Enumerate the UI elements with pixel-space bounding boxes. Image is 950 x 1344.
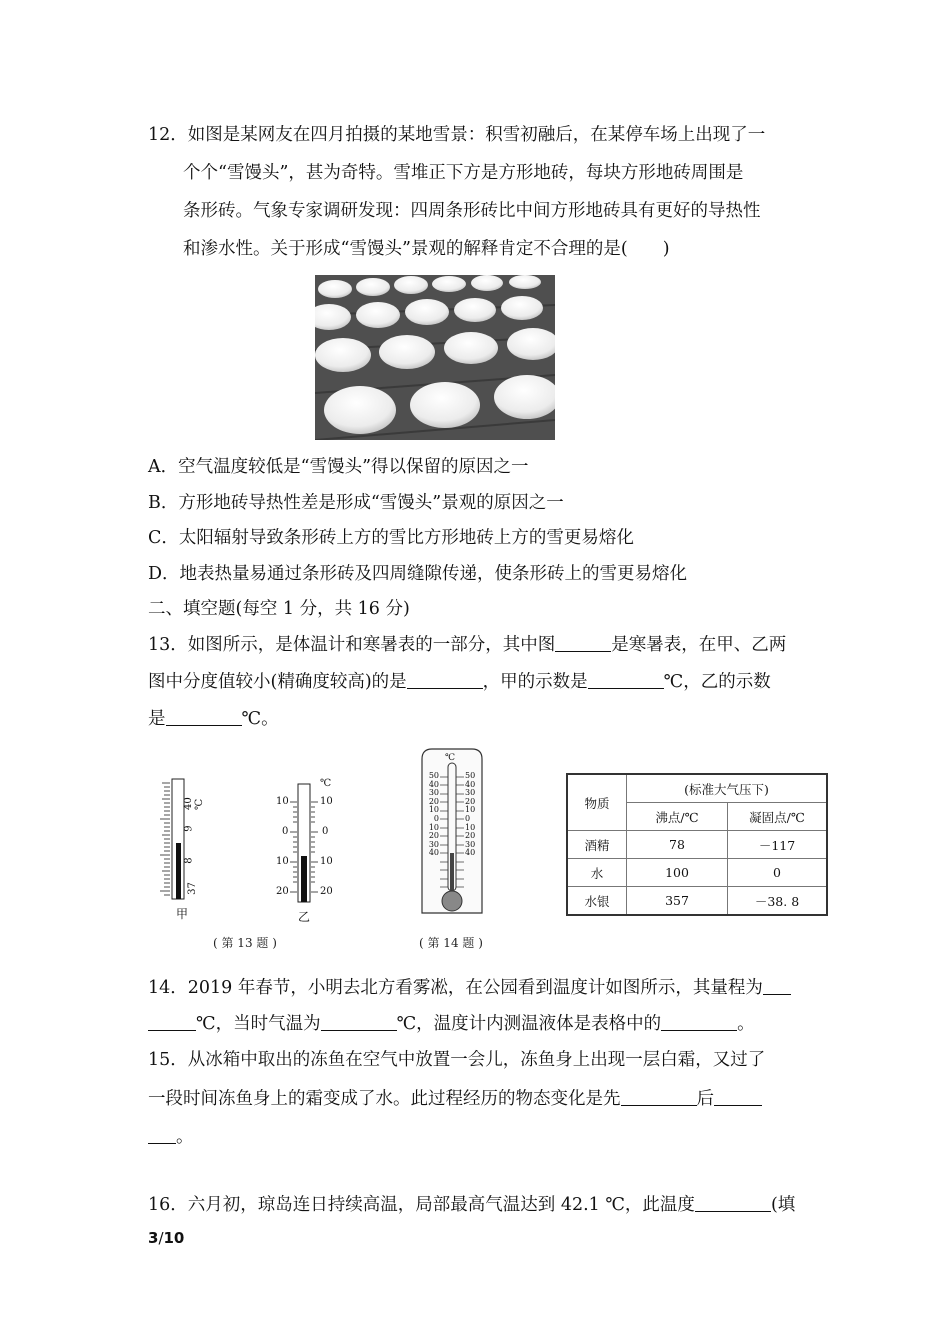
table-cell: 酒精 xyxy=(567,831,627,859)
table-cell: 0 xyxy=(728,859,828,887)
jia-scale-labels: 37 8 9 40 ℃ xyxy=(183,797,205,895)
q12-line-2: 个个“雪馒头”，甚为奇特。雪堆正下方是方形地砖，每块方形地砖周围是 xyxy=(183,163,744,183)
answer-blank[interactable] xyxy=(661,1012,737,1031)
q13-line-2: 图中分度值较小(精确度较高)的是 ，甲的示数是 ℃，乙的示数 xyxy=(148,672,771,692)
q12-option-a: A．空气温度较低是“雪馒头”得以保留的原因之一 xyxy=(148,457,529,477)
answer-blank[interactable] xyxy=(763,976,791,995)
yi-tick: 20 xyxy=(320,886,333,897)
answer-blank[interactable] xyxy=(588,670,664,689)
yi-unit: ℃ xyxy=(320,778,332,789)
thermometer-yi xyxy=(270,778,340,926)
table-header-condition: (标准大气压下) xyxy=(627,774,828,803)
yi-tick: 10 xyxy=(320,796,333,807)
q13-line-1: 13．如图所示，是体温计和寒暑表的一部分，其中图 是寒暑表，在甲、乙两 xyxy=(148,635,787,655)
substance-table xyxy=(566,773,828,916)
table-header-substance: 物质 xyxy=(567,774,627,831)
wall-right-scale: 50 40 30 20 10 0 10 20 30 40 xyxy=(465,771,476,858)
table-cell: 水银 xyxy=(567,887,627,916)
table-header-boiling: 沸点/℃ xyxy=(627,803,728,831)
table-cell: －117 xyxy=(728,831,828,859)
yi-tick: 0 xyxy=(322,826,329,837)
yi-tick: 20 xyxy=(276,886,289,897)
caption-q14: ( 第 14 题 ) xyxy=(419,936,483,950)
yi-tick: 0 xyxy=(282,826,289,837)
table-row xyxy=(567,831,827,859)
caption-q13: ( 第 13 题 ) xyxy=(213,936,277,950)
wall-unit: ℃ xyxy=(445,753,456,763)
answer-blank[interactable] xyxy=(321,1012,397,1031)
q12-line-4: 和渗水性。关于形成“雪馒头”景观的解释肯定不合理的是( ) xyxy=(183,239,670,259)
table-cell: 水 xyxy=(567,859,627,887)
q12-line-1: 12．如图是某网友在四月拍摄的某地雪景：积雪初融后，在某停车场上出现了一 xyxy=(148,125,766,145)
table-cell: 357 xyxy=(627,887,728,916)
label-jia: 甲 xyxy=(176,907,189,921)
answer-blank[interactable] xyxy=(695,1193,771,1212)
q16-line-1: 16．六月初，琼岛连日持续高温，局部最高气温达到 42.1 ℃，此温度 (填 xyxy=(148,1195,796,1215)
answer-blank[interactable] xyxy=(148,1125,176,1144)
label-yi: 乙 xyxy=(298,910,311,924)
q12-option-b: B．方形地砖导热性差是形成“雪馒头”景观的原因之一 xyxy=(148,493,564,513)
answer-blank[interactable] xyxy=(148,1012,196,1031)
q12-option-c: C．太阳辐射导致条形砖上方的雪比方形地砖上方的雪更易熔化 xyxy=(148,528,634,548)
page-number: 3/10 xyxy=(148,1229,185,1247)
table-row xyxy=(567,887,827,916)
thermometer-jia xyxy=(156,775,208,925)
q15-line-2: 一段时间冻鱼身上的霜变成了水。此过程经历的物态变化是先 后 xyxy=(148,1087,762,1111)
wall-left-scale: 50 40 30 20 10 0 10 20 30 40 xyxy=(428,771,439,858)
q12-option-d: D．地表热量易通过条形砖及四周缝隙传递，使条形砖上的雪更易熔化 xyxy=(148,564,688,584)
q15-line-3: 。 xyxy=(148,1125,194,1149)
yi-tick: 10 xyxy=(320,856,333,867)
answer-blank[interactable] xyxy=(166,707,242,726)
yi-tick: 10 xyxy=(276,796,289,807)
answer-blank[interactable] xyxy=(714,1087,762,1106)
yi-tick: 10 xyxy=(276,856,289,867)
q14-line-2: ℃，当时气温为 ℃，温度计内测温液体是表格中的 。 xyxy=(148,1012,755,1036)
answer-blank[interactable] xyxy=(407,670,483,689)
q12-line-3: 条形砖。气象专家调研发现：四周条形砖比中间方形地砖具有更好的导热性 xyxy=(183,201,761,221)
table-cell: 78 xyxy=(627,831,728,859)
table-cell: 100 xyxy=(627,859,728,887)
answer-blank[interactable] xyxy=(555,633,611,652)
table-row xyxy=(567,859,827,887)
q14-line-1: 14．2019 年春节，小明去北方看雾凇，在公园看到温度计如图所示，其量程为 xyxy=(148,976,791,1000)
q15-line-1: 15．从冰箱中取出的冻鱼在空气中放置一会儿，冻鱼身上出现一层白霜，又过了 xyxy=(148,1050,766,1070)
q13-line-3: 是 ℃。 xyxy=(148,709,279,729)
section-heading: 二、填空题(每空 1 分，共 16 分) xyxy=(148,599,410,619)
answer-blank[interactable] xyxy=(621,1087,697,1106)
table-cell: －38. 8 xyxy=(728,887,828,916)
wall-thermometer xyxy=(418,745,486,917)
table-header-freezing: 凝固点/℃ xyxy=(728,803,828,831)
snow-mounds-photo xyxy=(315,275,555,440)
